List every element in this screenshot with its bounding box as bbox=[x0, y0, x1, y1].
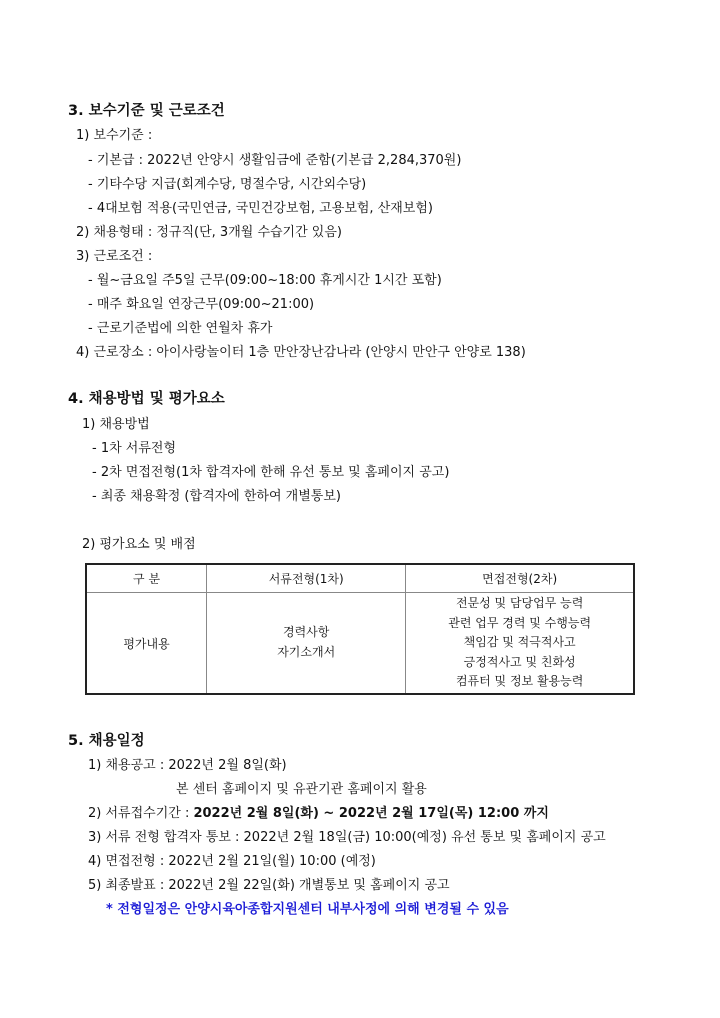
base-salary-item: - 기본급 : 2022년 안양시 생활임금에 준함(기본급 2,284,370원) bbox=[88, 153, 462, 168]
work-location: 4) 근로장소 : 아이사랑놀이터 1층 만안장난감나라 (안양시 만안구 안양로 138) bbox=[76, 345, 526, 360]
leave-item: - 근로기준법에 의한 연월차 휴가 bbox=[88, 321, 273, 336]
final-confirmation-item: - 최종 채용확정 (합격자에 한하여 개별통보) bbox=[92, 489, 341, 504]
section-4-title: 4. 채용방법 및 평가요소 bbox=[68, 391, 225, 407]
interview-date: 4) 면접전형 : 2022년 2월 21일(월) 10:00 (예정) bbox=[88, 854, 376, 869]
table-header-document: 서류전형(1차) bbox=[207, 564, 406, 593]
second-round-item: - 2차 면접전형(1차 합격자에 한해 유선 통보 및 홈페이지 공고) bbox=[92, 465, 450, 480]
evaluation-heading: 2) 평가요소 및 배점 bbox=[82, 537, 196, 552]
section-5-title: 5. 채용일정 bbox=[68, 733, 145, 749]
pay-standard-heading: 1) 보수기준 : bbox=[76, 128, 153, 143]
document-criterion: 경력사항 bbox=[283, 625, 330, 640]
final-announcement: 5) 최종발표 : 2022년 2월 22일(화) 개별통보 및 홈페이지 공고 bbox=[88, 878, 450, 893]
allowance-item: - 기타수당 지급(회계수당, 명절수당, 시간외수당) bbox=[88, 177, 367, 192]
section-3-title: 3. 보수기준 및 근로조건 bbox=[68, 103, 225, 119]
first-round-item: - 1차 서류전형 bbox=[92, 441, 177, 456]
document-result-notice: 3) 서류 전형 합격자 통보 : 2022년 2월 18일(금) 10:00(예정) 유선 통보 및 홈페이지 공고 bbox=[88, 830, 606, 845]
document-criterion: 자기소개서 bbox=[277, 645, 336, 659]
work-conditions-heading: 3) 근로조건 : bbox=[76, 249, 153, 264]
evaluation-table bbox=[85, 563, 635, 695]
schedule-change-note: * 전형일정은 안양시육아종합지원센터 내부사정에 의해 변경될 수 있음 bbox=[106, 902, 509, 917]
interview-criterion: 관련 업무 경력 및 수행능력 bbox=[448, 615, 592, 630]
table-row-label: 평가내용 bbox=[86, 593, 207, 695]
application-period-label: 2) 서류접수기간 : bbox=[88, 806, 194, 821]
application-period bbox=[88, 805, 549, 823]
overtime-item: - 매주 화요일 연장근무(09:00~21:00) bbox=[88, 297, 315, 312]
employment-type: 2) 채용형태 : 정규직(단, 3개월 수습기간 있음) bbox=[76, 225, 342, 240]
table-header-interview: 면접전형(2차) bbox=[406, 564, 634, 593]
announcement-date: 1) 채용공고 : 2022년 2월 8일(화) bbox=[88, 758, 287, 773]
interview-criterion: 책임감 및 적극적사고 bbox=[463, 635, 576, 650]
interview-criteria-cell bbox=[406, 593, 634, 695]
interview-criterion: 긍정적사고 및 친화성 bbox=[463, 654, 576, 669]
table-header-row bbox=[86, 564, 634, 593]
hiring-method-heading: 1) 채용방법 bbox=[82, 417, 150, 432]
work-hours-item: - 월~금요일 주5일 근무(09:00~18:00 휴게시간 1시간 포함) bbox=[88, 273, 442, 288]
announcement-channel: 본 센터 홈페이지 및 유관기관 홈페이지 활용 bbox=[176, 782, 427, 797]
document-criteria-cell bbox=[207, 593, 406, 695]
interview-criterion: 전문성 및 담당업무 능력 bbox=[455, 596, 584, 611]
application-period-dates: 2022년 2월 8일(화) ~ 2022년 2월 17일(목) 12:00 까지 bbox=[193, 806, 549, 821]
interview-criterion: 컴퓨터 및 정보 활용능력 bbox=[455, 674, 584, 689]
table-row bbox=[86, 593, 634, 695]
insurance-item: - 4대보험 적용(국민연금, 국민건강보험, 고용보험, 산재보험) bbox=[88, 201, 433, 216]
table-header-category: 구 분 bbox=[86, 564, 207, 593]
